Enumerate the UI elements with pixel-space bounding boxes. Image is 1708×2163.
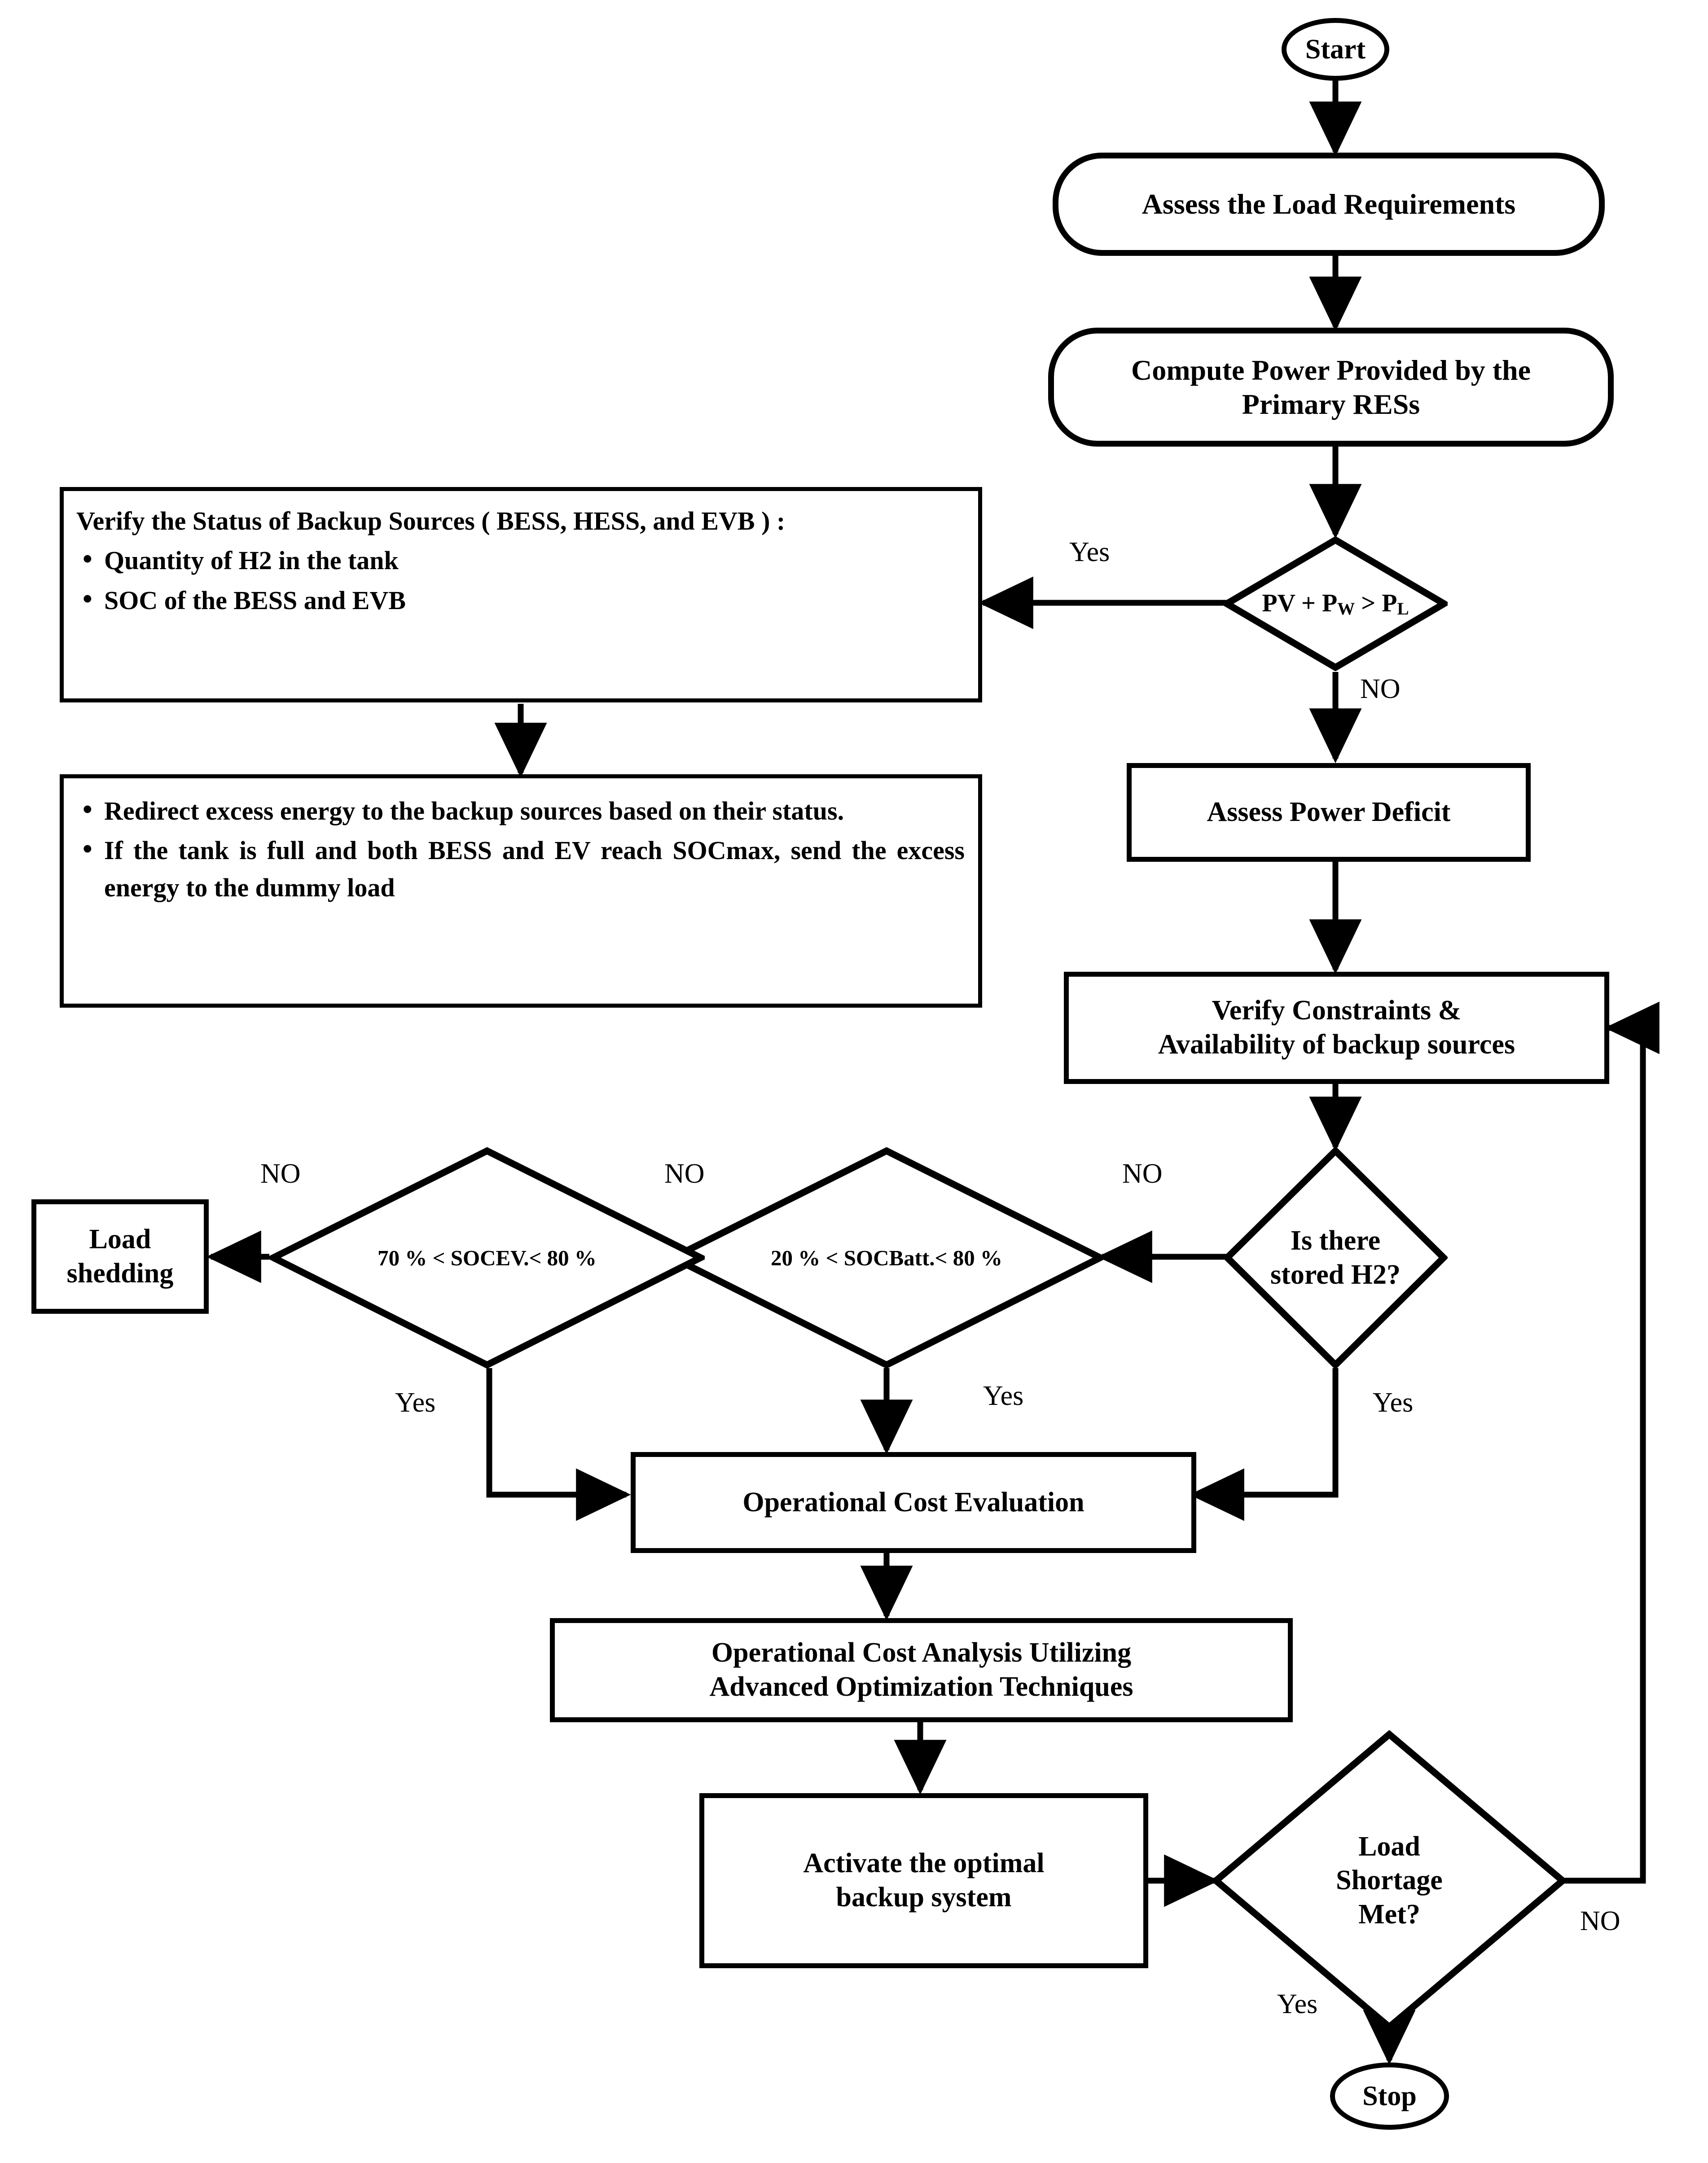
edge-label-h2-no: NO <box>1122 1158 1163 1189</box>
node-redirect-excess-energy[interactable] <box>60 774 982 1008</box>
edge-label-shortage-yes: Yes <box>1277 1989 1318 2019</box>
node-operational-cost-analysis[interactable] <box>550 1618 1293 1722</box>
edge-label-batt-yes: Yes <box>983 1381 1024 1411</box>
edge-label-h2-yes: Yes <box>1373 1387 1414 1418</box>
node-load-shedding[interactable] <box>31 1199 209 1314</box>
node-decision-soc-ev[interactable] <box>269 1147 705 1369</box>
node-decision-load-shortage-met-line3: Met? <box>1358 1899 1420 1930</box>
node-verify-backup-sources-bullets <box>76 542 965 619</box>
node-decision-soc-batt[interactable] <box>669 1147 1104 1369</box>
node-verify-constraints-text <box>1158 994 1515 1062</box>
node-activate-optimal-backup-text <box>803 1847 1044 1914</box>
node-activate-optimal-backup-line1: Activate the optimal <box>803 1848 1045 1879</box>
list-item: • If the tank is full and both BESS and EV reach SOCmax, send the excess energy to the dummy load <box>76 832 965 906</box>
node-decision-load-shortage-met-line1: Load <box>1358 1831 1420 1862</box>
node-operational-cost-analysis-text <box>710 1636 1133 1704</box>
decision-pv-sub-l: L <box>1397 599 1409 619</box>
decision-pv-sub-w: W <box>1337 599 1355 619</box>
edge-decision-h2-yes-to-op-cost-eval <box>1194 1368 1335 1495</box>
list-item: • Redirect excess energy to the backup sources based on their status. <box>76 793 965 829</box>
node-operational-cost-evaluation-label: Operational Cost Evaluation <box>742 1487 1085 1518</box>
node-compute-power-line1: Compute Power Provided by the <box>1131 354 1531 386</box>
edge-decision-shortage-no-to-verify-constraints <box>1562 1028 1643 1881</box>
node-compute-power-line2: Primary RESs <box>1242 388 1420 420</box>
node-activate-optimal-backup[interactable] <box>699 1793 1148 1968</box>
edge-decision-soc-ev-yes-to-op-cost-eval <box>489 1368 626 1495</box>
node-decision-pv-label <box>1223 536 1448 671</box>
node-load-shedding-text <box>67 1223 174 1290</box>
node-assess-load-requirements-label: Assess the Load Requirements <box>1142 188 1516 220</box>
node-decision-stored-h2-line2: stored H2? <box>1270 1259 1401 1290</box>
node-stop[interactable] <box>1330 2062 1449 2130</box>
node-compute-power-text <box>1131 353 1531 421</box>
node-decision-load-shortage-met[interactable] <box>1212 1730 1567 2031</box>
node-decision-pv-greater-pl[interactable] <box>1223 536 1448 671</box>
node-verify-constraints[interactable] <box>1064 972 1609 1084</box>
node-start-label: Start <box>1305 34 1366 65</box>
node-load-shedding-line2: shedding <box>66 1258 174 1289</box>
node-decision-stored-h2[interactable] <box>1223 1147 1448 1369</box>
node-start[interactable] <box>1282 18 1389 81</box>
node-load-shedding-line1: Load <box>89 1224 151 1255</box>
node-decision-soc-ev-label: 70 % < SOCEV.< 80 % <box>378 1245 597 1270</box>
node-verify-backup-sources-lead: Verify the Status of Backup Sources ( BESS, HESS, and EVB ) : <box>76 506 786 535</box>
edge-label-pv-no: NO <box>1360 674 1401 704</box>
node-assess-load-requirements[interactable] <box>1053 153 1605 256</box>
node-decision-soc-batt-label: 20 % < SOCBatt.< 80 % <box>771 1245 1002 1270</box>
edge-label-ev-no: NO <box>260 1158 301 1189</box>
node-decision-stored-h2-line1: Is there <box>1290 1225 1381 1256</box>
node-operational-cost-analysis-line1: Operational Cost Analysis Utilizing <box>711 1637 1132 1668</box>
node-assess-power-deficit[interactable] <box>1127 763 1531 862</box>
decision-pv-prefix: PV + P <box>1262 589 1338 617</box>
node-verify-constraints-line1: Verify Constraints & <box>1212 995 1462 1026</box>
node-decision-load-shortage-met-line2: Shortage <box>1336 1865 1443 1896</box>
node-decision-load-shortage-met-label <box>1212 1730 1567 2031</box>
node-decision-stored-h2-label <box>1223 1147 1448 1369</box>
decision-pv-mid: > P <box>1355 589 1397 617</box>
edge-label-ev-yes: Yes <box>395 1387 436 1418</box>
node-compute-power[interactable] <box>1048 328 1614 447</box>
edge-label-shortage-no: NO <box>1580 1906 1620 1936</box>
node-verify-backup-sources[interactable] <box>60 487 982 702</box>
node-verify-constraints-line2: Availability of backup sources <box>1158 1029 1515 1060</box>
list-item: • Quantity of H2 in the tank <box>76 542 965 579</box>
node-assess-power-deficit-label: Assess Power Deficit <box>1207 797 1451 828</box>
edge-label-pv-yes: Yes <box>1069 537 1110 567</box>
node-operational-cost-evaluation[interactable] <box>631 1452 1196 1553</box>
node-stop-label: Stop <box>1362 2080 1417 2111</box>
node-redirect-excess-energy-bullets <box>76 793 965 906</box>
node-activate-optimal-backup-line2: backup system <box>836 1882 1012 1913</box>
edge-label-batt-no: NO <box>664 1158 705 1189</box>
node-operational-cost-analysis-line2: Advanced Optimization Techniques <box>709 1672 1133 1702</box>
list-item: • SOC of the BESS and EVB <box>76 582 965 619</box>
